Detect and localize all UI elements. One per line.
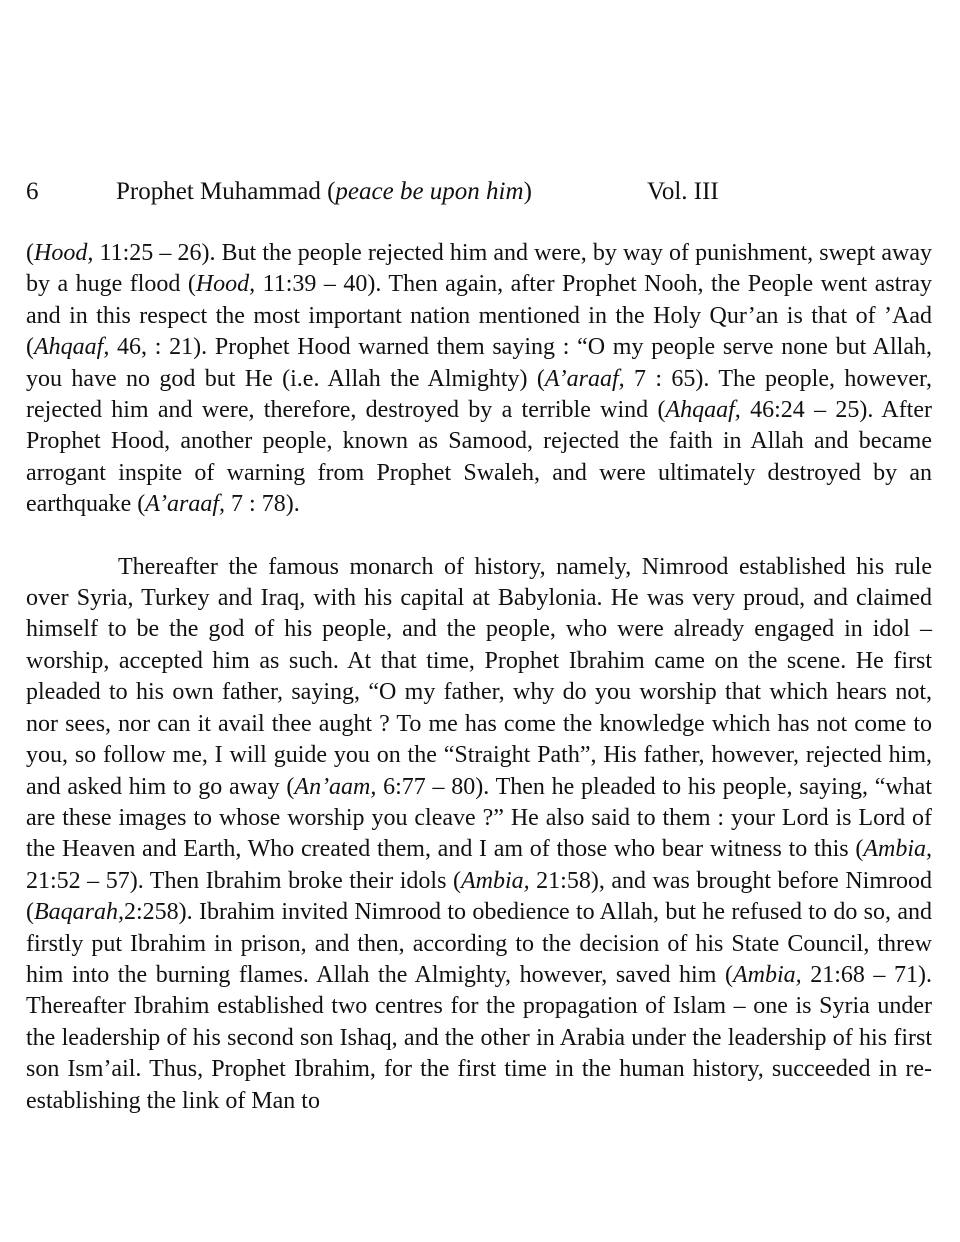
text-run: 7 : 65). The people, however, rejected him and were, therefore, destroyed by a terrible wind ( bbox=[26, 365, 933, 424]
text-run: 11:39 – 40). Then again, after Prophet Nooh, the People went astray and in this respect the most important nation mentioned in the Holy Qur’an is that of ’Aad ( bbox=[26, 271, 932, 361]
volume-label: Vol. III bbox=[647, 178, 719, 205]
citation-source: Ambia, bbox=[460, 867, 530, 894]
text-run: 6:77 – 80). Then he pleaded to his people, saying, “what are these images to whose worship you cleave ?” He also said to them : your Lord is Lord of the Heaven and Earth, Who created them, and I am of those who bear witness to this ( bbox=[26, 773, 932, 863]
citation-source: Ahqaaf, bbox=[665, 397, 741, 424]
citation-source: A’araaf, bbox=[544, 365, 625, 392]
running-title bbox=[116, 176, 532, 208]
citation-source: A’araaf, bbox=[145, 491, 226, 518]
text-run: 2:258). Ibrahim invited Nimrood to obedience to Allah, but he refused to do so, and firstly put Ibrahim in prison, and then, according to the decision of his State Council, threw him into the burning flames. Allah the Almighty, however, saved him ( bbox=[26, 899, 932, 988]
running-title-italic: peace be upon him bbox=[335, 178, 524, 205]
citation-source: Baqarah, bbox=[34, 899, 124, 926]
text-run: 21:52 – 57). Then Ibrahim broke their idols ( bbox=[26, 867, 461, 894]
citation-source: Ambia, bbox=[732, 961, 802, 988]
text-run: 46, : 21). Prophet Hood warned them saying : “O my people serve none but Allah, you have no god but He (i.e. Allah the Almighty) ( bbox=[26, 334, 932, 392]
page-number: 6 bbox=[26, 178, 39, 205]
running-title-text: Prophet Muhammad ( bbox=[116, 178, 336, 205]
text-run: 21:68 – 71). Thereafter Ibrahim established two centres for the propagation of Islam – one is Syria under the leadership of his second son Ishaq, and the other in Arabia under the leadership of his first son Ism’ail. Thus, Prophet Ibrahim, for the first time in the human history, succeeded in re-establishing the link of Man to bbox=[26, 961, 932, 1114]
text-run: ( bbox=[26, 240, 34, 266]
body-text bbox=[26, 238, 932, 1117]
text-run: Thereafter the famous monarch of history, namely, Nimrood established his rule over Syria, Turkey and Iraq, with his capital at Babylonia. He was very proud, and claimed himself to be the god of his people, and the people, who were already engaged in idol – worship, accepted him as such. At that time, Prophet Ibrahim came on the scene. He first pleaded to his own father, saying, “O my father, why do you worship that which hears not, nor sees, nor can it avail thee aught ? To me has come the knowledge which has not come to you, so follow me, I will guide you on the “Straight Path”, His father, however, rejected him, and asked him to go away ( bbox=[26, 553, 932, 800]
text-run: 11:25 – 26). But the people rejected him and were, by way of punishment, swept away by a huge flood ( bbox=[26, 240, 932, 298]
paragraph-2 bbox=[26, 552, 932, 1117]
running-title-close: ) bbox=[523, 178, 532, 205]
paragraph-1 bbox=[26, 238, 932, 521]
citation-source: An’aam, bbox=[294, 773, 377, 800]
citation-source: Hood, bbox=[34, 240, 94, 266]
running-header bbox=[26, 176, 926, 212]
citation-source: Ambia, bbox=[863, 836, 932, 863]
text-run: 7 : 78). bbox=[225, 491, 300, 518]
citation-source: Ahqaaf, bbox=[34, 334, 110, 361]
text-run: 21:58), and was brought before Nimrood ( bbox=[26, 867, 933, 926]
citation-source: Hood, bbox=[195, 271, 256, 298]
text-run: 46:24 – 25). After Prophet Hood, another people, known as Samood, rejected the faith in Allah and became arrogant inspite of warning from Prophet Swaleh, and were ultimately destroyed by an earthquake ( bbox=[26, 397, 932, 518]
